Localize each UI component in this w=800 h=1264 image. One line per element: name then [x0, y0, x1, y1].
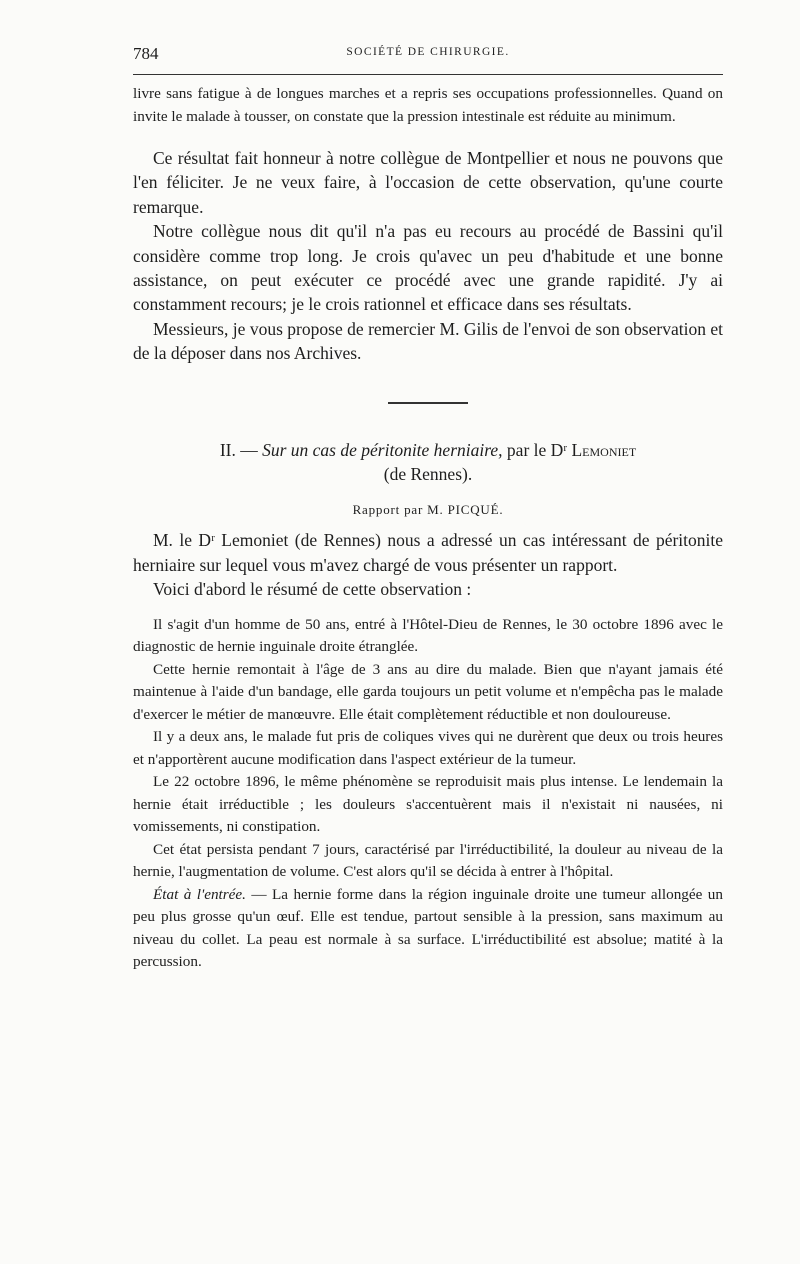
section-number: II. — [219, 439, 258, 460]
section-intro [133, 528, 723, 601]
paragraph: Cette hernie remontait à l'âge de 3 ans au dire du malade. Bien que n'ayant jamais été maintenue à l'aide d'un bandage, elle garda toujours un petit volume et n'empêcha pas le malade d'exercer le métier de manœuvre. Elle était complètement réductible et non douloureuse. [133, 660, 723, 723]
section-separator [388, 402, 468, 404]
section-author: Lemoniet [571, 439, 637, 460]
paragraph: livre sans fatigue à de longues marches et a repris ses occupations professionnelles. Quand on invite le malade à tousser, on constate que la pression intestinale est réduite au minimum. [133, 85, 723, 125]
entry-state-label: État à l'entrée. [153, 885, 246, 903]
paragraph: Messieurs, je vous propose de remercier M. Gilis de l'envoi de son observation et de la déposer dans nos Archives. [133, 318, 723, 364]
paragraph: Il y a deux ans, le malade fut pris de coliques vives qui ne durèrent que deux ou trois heures et n'apportèrent aucune modification dans l'aspect extérieur de la tumeur. [133, 728, 723, 768]
paragraph: Cet état persista pendant 7 jours, caractérisé par l'irréductibilité, la douleur au niveau de la hernie, l'augmentation de volume. C'est alors qu'il se décida à entrer à l'hôpital. [133, 840, 723, 881]
paragraph: Ce résultat fait honneur à notre collègue de Montpellier et nous ne pouvons que l'en féliciter. Je ne veux faire, à l'occasion de cette observation, qu'une courte remarque. [133, 148, 723, 217]
paragraph: Voici d'abord le résumé de cette observation : [153, 579, 472, 600]
report-conclusion [133, 146, 723, 366]
paragraph: Il s'agit d'un homme de 50 ans, entré à l'Hôtel-Dieu de Rennes, le 30 octobre 1896 avec le diagnostic de hernie inguinale droite étranglée. [133, 615, 723, 656]
section-heading [133, 438, 723, 487]
paragraph: M. le Dʳ Lemoniet (de Rennes) nous a adressé un cas intéressant de péritonite herniaire sur lequel vous m'avez chargé de vous présenter un rapport. [133, 530, 723, 575]
observation-text [133, 614, 723, 974]
journal-title: SOCIÉTÉ DE CHIRURGIE. [346, 46, 510, 58]
paragraph [133, 884, 723, 974]
section-title: Sur un cas de péritonite herniaire, [262, 439, 503, 460]
running-head [133, 42, 723, 66]
header-rule [133, 74, 723, 75]
page-body [133, 42, 723, 974]
paragraph: Notre collègue nous dit qu'il n'a pas eu recours au procédé de Bassini qu'il considère comme trop long. Je crois qu'avec un peu d'habitude et une bonne assistance, on peut exécuter ce procédé avec une grande rapidité. J'y ai constamment recours; je le crois rationnel et efficace dans ses résultats. [133, 221, 723, 315]
entry-state-text: — La hernie forme dans la région inguinale droite une tumeur allongée un peu plus grosse qu'un œuf. Elle est tendue, partout sensible à la pression, sans maximum au niveau du collet. La peau est normale à sa surface. L'irréductibilité est absolue; matité à la percussion. [133, 885, 723, 971]
opening-text [133, 83, 723, 128]
paragraph: Le 22 octobre 1896, le même phénomène se reproduisit mais plus intense. Le lendemain la hernie était irréductible ; les douleurs s'accentuèrent mais il n'existait ni nausées, ni vomissements, ni constipation. [133, 773, 723, 836]
section-author-place: (de Rennes). [383, 464, 473, 485]
section-by: par le Dʳ [506, 439, 568, 460]
page-number: 784 [133, 44, 159, 63]
reporter-line: Rapport par M. PICQUÉ. [352, 502, 504, 518]
